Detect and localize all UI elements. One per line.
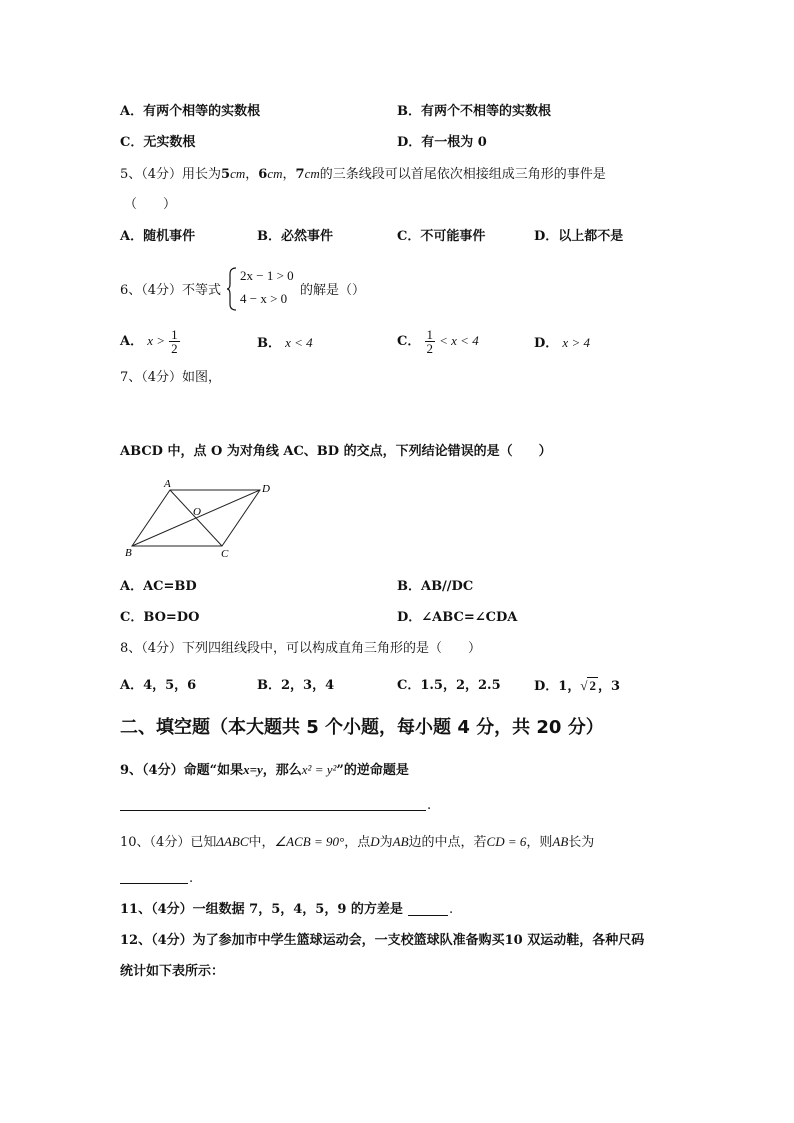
q7-vertex-d-label: D — [262, 483, 270, 495]
q11-end-period: . — [449, 902, 454, 917]
frac-numerator: 1 — [171, 327, 178, 342]
q9-stem — [120, 761, 409, 780]
q5-stem — [120, 165, 606, 184]
q11-answer-blank[interactable] — [408, 915, 448, 916]
q7-vertex-c-label: C — [221, 548, 229, 560]
q12-stem-line2: 统计如下表所示： — [120, 964, 225, 979]
q4-option-a: A．有两个相等的实数根 — [120, 104, 261, 119]
q9-end-period: . — [427, 798, 432, 813]
q10-stem-mid4: 边的中点，若 — [408, 835, 487, 850]
q6-stem-suffix: 的解是（） — [300, 283, 366, 298]
q10-stem-mid1: 中， — [248, 835, 275, 850]
q9-condition: x=y — [243, 762, 263, 777]
q4-option-b: B．有两个不相等的实数根 — [397, 104, 551, 119]
q5-paren: （ ） — [124, 197, 177, 212]
frac-numerator: 1 — [426, 327, 433, 342]
q5-option-b: B．必然事件 — [257, 229, 333, 244]
q10-stem-mid2: ，点 — [344, 835, 371, 850]
q6-option-d-label: D． — [534, 336, 559, 351]
q6-option-d — [534, 334, 590, 353]
q6-system-brace — [226, 266, 238, 312]
q5-unit-3: cm — [304, 166, 320, 181]
q4-option-c: C．无实数根 — [120, 135, 196, 150]
q10-answer-blank[interactable] — [120, 883, 188, 884]
q5-option-d: D．以上都不是 — [534, 229, 624, 244]
q10-stem — [120, 833, 594, 852]
q7-option-c: C．BO=DO — [120, 610, 200, 625]
q5-stem-prefix: 5、（4分）用长为 — [120, 167, 222, 182]
q7-option-b: B．AB//DC — [397, 579, 474, 594]
q6-option-c-expr: < x < 4 — [439, 333, 479, 348]
q7-vertex-a-label: A — [164, 478, 171, 490]
q6-option-c — [397, 328, 479, 355]
q9-answer-blank[interactable] — [120, 810, 426, 811]
q8-option-b: B．2，3，4 — [257, 678, 335, 693]
q10-end-period: . — [189, 871, 194, 886]
q5-unit-2: cm — [267, 166, 283, 181]
q10-stem-mid3: 为 — [379, 835, 393, 850]
q6-option-d-expr: x > 4 — [562, 335, 590, 350]
q12-stem-line1: 12、（4分）为了参加市中学生篮球运动会，一支校篮球队准备购买10 双运动鞋，各种尺码 — [120, 933, 645, 948]
q10-segment-ab: AB — [392, 834, 409, 849]
q9-stem-prefix: 9、（4分）命题“如果 — [120, 763, 244, 778]
q8-option-d — [534, 677, 620, 696]
q6-option-b-expr: x < 4 — [285, 335, 313, 350]
q7-parallelogram-figure — [122, 476, 282, 562]
q10-stem-suffix: 长为 — [568, 835, 595, 850]
frac-denominator: 2 — [426, 341, 433, 356]
q8-option-a: A．4，5，6 — [120, 678, 197, 693]
q8-option-d-prefix: D．1， — [534, 679, 581, 694]
q6-stem-prefix: 6、（4分）不等式 — [120, 283, 222, 298]
q5-option-a: A．随机事件 — [120, 229, 196, 244]
q6-option-a — [120, 328, 180, 355]
q7-center-o-label: O — [193, 506, 201, 518]
q11-stem: 11、（4分）一组数据 7，5，4，5，9 的方差是 — [120, 902, 403, 917]
q6-option-a-fraction — [169, 328, 180, 355]
q6-option-b-label: B． — [257, 336, 281, 351]
q10-segment-ab-2: AB — [552, 834, 569, 849]
q6-option-c-fraction — [425, 328, 436, 355]
q5-length-3: 7 — [295, 167, 305, 182]
q7-option-d: D．∠ABC=∠CDA — [397, 610, 518, 625]
q4-option-d: D．有一根为 0 — [397, 135, 487, 150]
q9-stem-suffix: ”的逆命题是 — [336, 763, 409, 778]
q10-triangle: ΔABC — [216, 834, 249, 849]
q5-length-1: 5 — [221, 167, 231, 182]
q7-stem-line2: ABCD 中，点 O 为对角线 AC、BD 的交点，下列结论错误的是（ ） — [120, 444, 552, 459]
q5-unit-1: cm — [230, 166, 246, 181]
q9-expression: x² = y² — [301, 762, 337, 777]
q5-stem-suffix: 的三条线段可以首尾依次相接组成三角形的事件是 — [319, 167, 606, 182]
q5-sep-2: ， — [282, 167, 296, 182]
q7-vertex-b-label: B — [125, 547, 132, 559]
q5-option-c: C．不可能事件 — [397, 229, 486, 244]
q6-option-b — [257, 334, 313, 353]
q10-cd-value: CD = 6 — [486, 834, 527, 849]
q6-eq-2: 4 − x > 0 — [240, 291, 288, 306]
q8-sqrt: √ 2 — [580, 678, 596, 693]
q6-option-a-label: A． — [120, 334, 144, 349]
q7-option-a: A．AC=BD — [120, 579, 197, 594]
q10-stem-prefix: 10、（4分）已知 — [120, 835, 217, 850]
q10-stem-mid5: ，则 — [526, 835, 553, 850]
q5-sep-1: ， — [245, 167, 259, 182]
q5-length-2: 6 — [258, 167, 268, 182]
section-2-heading: 二、填空题（本大题共 5 个小题，每小题 4 分，共 20 分） — [120, 717, 604, 738]
q8-option-d-suffix: ，3 — [597, 679, 621, 694]
q7-stem: 7、（4分）如图， — [120, 370, 222, 385]
frac-denominator: 2 — [171, 341, 178, 356]
q9-stem-mid: ，那么 — [262, 763, 302, 778]
q8-stem: 8、（4分）下列四组线段中，可以构成直角三角形的是（ ） — [120, 641, 482, 656]
q6-option-a-expr: x > — [147, 333, 166, 348]
q8-sqrt-radicand: 2 — [589, 678, 596, 693]
q6-option-c-label: C． — [397, 334, 421, 349]
q6-eq-1: 2x − 1 > 0 — [240, 268, 294, 283]
q8-option-c: C．1.5，2，2.5 — [397, 678, 501, 693]
q10-angle: ∠ACB = 90° — [274, 834, 345, 849]
q10-point-d: D — [370, 834, 380, 849]
